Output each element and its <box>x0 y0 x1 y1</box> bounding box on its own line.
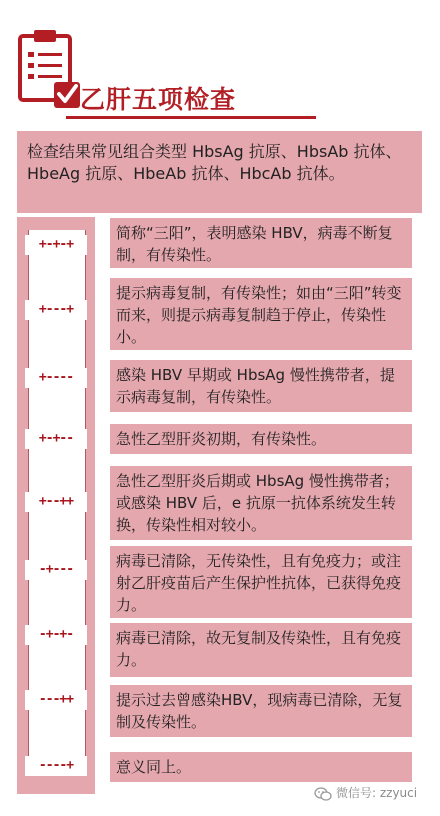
description-text: 意义同上。 <box>116 758 192 776</box>
result-code: -+--- <box>25 560 87 580</box>
description-text: 急性乙型肝炎后期或 HbsAg 慢性携带者；或感染 HBV 后，e 抗原一抗体系统发生转换，传染性相对较小。 <box>116 472 399 534</box>
description-text: 病毒已清除，故无复制及传染性，且有免疫力。 <box>116 629 402 669</box>
result-code: +---+ <box>25 300 87 320</box>
result-code: ---++ <box>25 690 87 710</box>
description-box <box>110 278 412 350</box>
description-box <box>110 466 412 540</box>
result-code: +-+-- <box>25 429 87 449</box>
description-box <box>110 752 412 782</box>
description-box <box>110 360 412 412</box>
description-text: 简称“三阳”，表明感染 HBV，病毒不断复制，有传染性。 <box>116 224 393 264</box>
description-text: 感染 HBV 早期或 HbsAg 慢性携带者，提示病毒复制，有传染性。 <box>116 366 395 406</box>
description-box <box>110 218 412 268</box>
watermark-text: 微信号: zzyuci <box>336 786 418 800</box>
description-text: 提示过去曾感染HBV，现病毒已清除，无复制及传染性。 <box>116 691 403 731</box>
clipboard-check-icon <box>14 28 84 108</box>
wechat-icon <box>314 787 332 801</box>
page-title: 乙肝五项检查 <box>80 85 237 114</box>
result-code: ----+ <box>25 756 87 776</box>
description-text: 急性乙型肝炎初期，有传染性。 <box>116 430 327 448</box>
title-underline <box>66 116 316 119</box>
description-box <box>110 685 412 737</box>
result-code: +--++ <box>25 492 87 512</box>
description-text: 提示病毒复制，有传染性；如由“三阳”转变而来，则提示病毒复制趋于停止，传染性小。 <box>116 284 402 346</box>
description-text: 病毒已清除，无传染性，且有免疫力；或注射乙肝疫苗后产生保护性抗体，已获得免疫力。 <box>116 552 402 614</box>
description-box <box>110 546 412 618</box>
description-box <box>110 623 412 677</box>
result-code: -+-+- <box>25 625 87 645</box>
description-box <box>110 424 412 454</box>
title-wrap <box>80 80 236 116</box>
header <box>14 28 434 124</box>
watermark <box>314 784 417 801</box>
result-code: +---- <box>25 368 87 388</box>
result-code: +-+-+ <box>25 235 87 255</box>
intro-box <box>17 131 422 213</box>
intro-text: 检查结果常见组合类型 HbsAg 抗原、HbsAb 抗体、HbeAg 抗原、HbeAb 抗体、HbcAb 抗体。 <box>27 142 402 183</box>
